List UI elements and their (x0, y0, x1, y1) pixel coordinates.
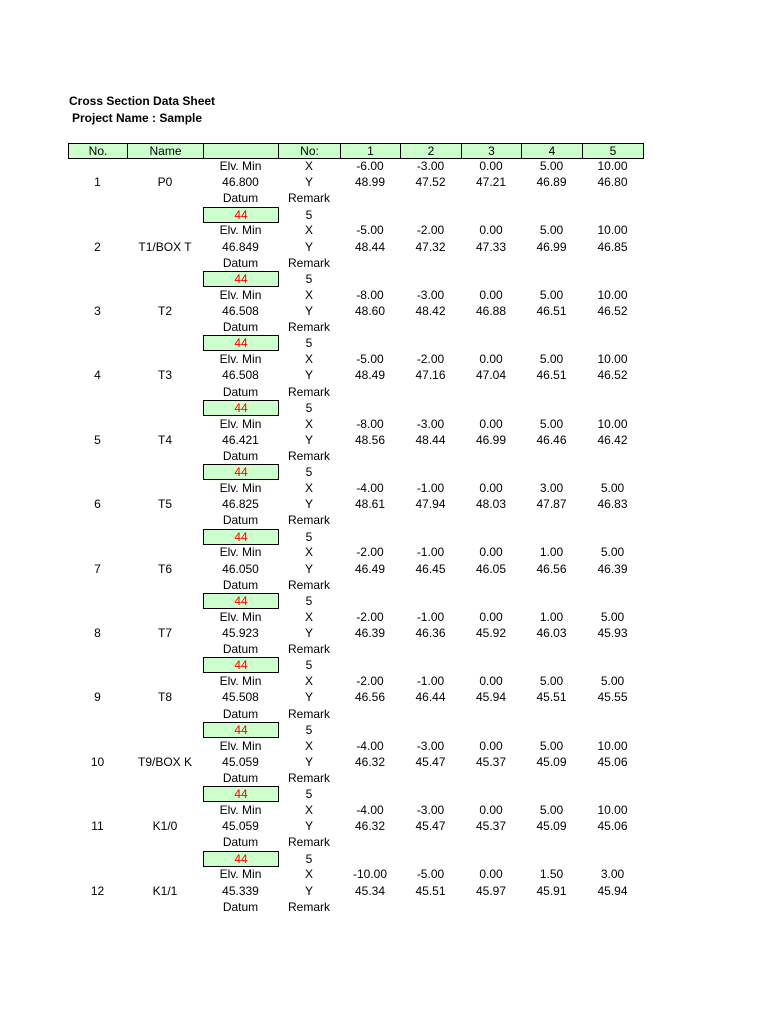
section-number: 3 (94, 304, 101, 318)
section-name: K1/1 (152, 883, 178, 898)
remark-label: Remark (287, 255, 330, 270)
datum-label: Datum (222, 255, 259, 270)
x-value: -1.00 (416, 609, 445, 624)
y-value: 48.44 (415, 432, 446, 447)
x-value: 0.00 (479, 803, 503, 817)
x-value: 3.00 (600, 867, 625, 882)
x-label: X (304, 867, 313, 882)
x-label: X (304, 223, 313, 238)
y-value: 45.06 (597, 819, 628, 834)
y-label: Y (304, 239, 313, 254)
y-label: Y (304, 626, 313, 640)
header-col-1: 1 (340, 143, 401, 159)
x-value: -4.00 (356, 481, 384, 495)
x-value: -3.00 (416, 738, 445, 753)
elv-min-label: Elv. Min (219, 287, 262, 302)
x-label: X (304, 674, 313, 689)
section-name: T1/BOX T (138, 239, 192, 254)
elv-min-value: 46.825 (222, 497, 259, 512)
datum-label: Datum (222, 191, 259, 206)
x-value: -2.00 (416, 223, 445, 238)
x-value: -6.00 (356, 159, 384, 173)
x-value: -3.00 (416, 159, 445, 173)
x-value: -2.00 (416, 352, 445, 367)
datum-value: 44 (203, 529, 279, 545)
y-value: 48.49 (354, 368, 386, 383)
x-value: 3.00 (539, 481, 564, 495)
section-name: T8 (157, 690, 172, 705)
x-value: 10.00 (597, 738, 628, 753)
y-value: 47.87 (536, 497, 567, 512)
elv-min-value: 45.059 (222, 819, 259, 834)
y-label: Y (304, 819, 313, 834)
section-name: T9/BOX K (137, 754, 193, 769)
y-value: 46.80 (597, 175, 628, 190)
x-label: X (304, 416, 313, 431)
y-value: 48.99 (354, 175, 386, 190)
y-value: 47.94 (415, 497, 446, 512)
y-value: 46.99 (536, 239, 567, 254)
section-name: T6 (157, 561, 172, 576)
x-value: -8.00 (356, 416, 384, 431)
y-value: 46.45 (415, 561, 446, 576)
x-label: X (304, 803, 313, 817)
header-col-4: 4 (521, 143, 583, 159)
x-value: 5.00 (539, 287, 564, 302)
datum-value: 44 (203, 335, 279, 351)
x-value: -1.00 (416, 674, 445, 689)
datum-label: Datum (222, 899, 259, 914)
remark-label: Remark (287, 642, 330, 657)
section-number: 5 (94, 432, 101, 447)
x-value: -8.00 (356, 287, 384, 302)
elv-min-label: Elv. Min (219, 223, 262, 238)
x-value: 1.00 (539, 545, 564, 560)
x-value: 5.00 (600, 674, 625, 689)
x-value: 10.00 (597, 416, 628, 431)
point-count: 5 (305, 272, 313, 286)
section-number: 12 (90, 883, 105, 898)
section-name: T5 (157, 497, 172, 512)
y-value: 45.91 (536, 883, 567, 898)
elv-min-value: 46.508 (222, 304, 259, 318)
section-number: 9 (94, 690, 101, 705)
elv-min-label: Elv. Min (219, 159, 262, 173)
section-name: K1/0 (152, 819, 178, 834)
x-label: X (304, 159, 313, 173)
section-name: T2 (157, 304, 172, 318)
datum-label: Datum (222, 706, 259, 721)
x-value: -4.00 (356, 803, 384, 817)
elv-min-value: 46.508 (222, 368, 259, 383)
x-value: 0.00 (479, 545, 503, 560)
y-value: 47.33 (475, 239, 507, 254)
elv-min-label: Elv. Min (219, 867, 262, 882)
datum-value: 44 (203, 207, 279, 223)
x-value: -3.00 (416, 803, 445, 817)
y-value: 45.92 (475, 626, 507, 640)
x-value: 0.00 (479, 223, 503, 238)
y-label: Y (304, 304, 313, 318)
x-value: 5.00 (539, 803, 564, 817)
datum-label: Datum (222, 449, 259, 463)
section-number: 7 (94, 561, 101, 576)
y-value: 48.61 (354, 497, 386, 512)
x-value: -1.00 (416, 481, 445, 495)
y-value: 45.06 (597, 754, 628, 769)
sheet-title: Cross Section Data Sheet (69, 94, 216, 108)
y-value: 46.39 (354, 626, 386, 640)
y-value: 45.47 (415, 819, 446, 834)
y-value: 46.44 (415, 690, 446, 705)
datum-value: 44 (203, 786, 279, 802)
datum-label: Datum (222, 835, 259, 850)
remark-label: Remark (287, 320, 330, 335)
y-label: Y (304, 754, 313, 769)
y-value: 46.32 (354, 819, 386, 834)
x-value: 0.00 (479, 609, 503, 624)
y-value: 45.51 (415, 883, 446, 898)
elv-min-label: Elv. Min (219, 545, 262, 560)
y-value: 46.39 (597, 561, 628, 576)
x-value: 1.50 (539, 867, 564, 882)
x-label: X (304, 609, 313, 624)
datum-label: Datum (222, 384, 259, 399)
datum-value: 44 (203, 722, 279, 738)
y-value: 46.03 (536, 626, 567, 640)
x-label: X (304, 738, 313, 753)
elv-min-value: 45.339 (222, 883, 259, 898)
elv-min-label: Elv. Min (219, 481, 262, 495)
section-name: P0 (157, 175, 173, 190)
y-value: 46.89 (536, 175, 567, 190)
y-value: 46.51 (536, 304, 567, 318)
y-value: 46.99 (475, 432, 507, 447)
y-value: 45.97 (475, 883, 507, 898)
y-value: 46.52 (597, 368, 628, 383)
y-label: Y (304, 368, 313, 383)
datum-value: 44 (203, 593, 279, 609)
point-count: 5 (305, 722, 313, 737)
x-value: 5.00 (600, 481, 625, 495)
section-number: 11 (91, 819, 104, 834)
x-value: 5.00 (600, 545, 625, 560)
y-label: Y (304, 690, 313, 705)
x-value: 10.00 (597, 159, 628, 173)
x-value: 0.00 (479, 481, 503, 495)
elv-min-label: Elv. Min (219, 803, 262, 817)
y-value: 45.93 (597, 626, 628, 640)
remark-label: Remark (287, 706, 330, 721)
y-value: 46.83 (597, 497, 628, 512)
y-value: 45.37 (475, 754, 507, 769)
y-value: 45.47 (415, 754, 446, 769)
elv-min-value: 46.050 (222, 561, 259, 576)
y-value: 48.44 (354, 239, 386, 254)
datum-label: Datum (222, 642, 259, 657)
project-name: Project Name : Sample (72, 111, 203, 125)
x-value: 5.00 (539, 352, 564, 367)
y-value: 48.03 (475, 497, 507, 512)
section-number: 6 (94, 497, 101, 512)
section-name: T4 (157, 432, 172, 447)
header-col-5: 5 (582, 143, 644, 159)
section-number: 10 (90, 754, 105, 769)
y-label: Y (304, 883, 313, 898)
x-label: X (304, 287, 313, 302)
y-value: 48.56 (354, 432, 386, 447)
y-value: 46.36 (415, 626, 446, 640)
x-value: -1.00 (416, 545, 445, 560)
datum-value: 44 (203, 657, 279, 673)
x-value: 0.00 (479, 159, 503, 173)
datum-value: 44 (203, 851, 279, 867)
remark-label: Remark (287, 384, 330, 399)
x-value: -2.00 (356, 545, 384, 560)
remark-label: Remark (287, 191, 330, 206)
section-number: 8 (94, 626, 101, 640)
y-label: Y (304, 432, 313, 447)
elv-min-label: Elv. Min (219, 416, 262, 431)
datum-label: Datum (222, 577, 259, 592)
x-value: 10.00 (597, 352, 628, 367)
section-number: 1 (94, 175, 101, 190)
y-label: Y (304, 175, 313, 190)
point-count: 5 (305, 529, 313, 544)
x-label: X (304, 545, 313, 560)
datum-label: Datum (222, 320, 259, 335)
y-value: 46.85 (597, 239, 628, 254)
x-label: X (304, 481, 313, 495)
remark-label: Remark (287, 577, 330, 592)
x-value: 10.00 (597, 803, 628, 817)
x-value: 0.00 (479, 867, 503, 882)
x-value: 5.00 (539, 159, 564, 173)
y-value: 45.51 (536, 690, 567, 705)
x-value: -10.00 (352, 867, 388, 882)
y-value: 45.09 (536, 754, 567, 769)
datum-label: Datum (222, 771, 259, 785)
datum-value: 44 (203, 400, 279, 416)
elv-min-label: Elv. Min (219, 609, 262, 624)
section-name: T3 (157, 368, 172, 383)
section-number: 4 (94, 368, 101, 383)
y-label: Y (304, 497, 313, 512)
section-name: T7 (157, 626, 172, 640)
elv-min-value: 45.059 (222, 754, 259, 769)
y-value: 46.52 (597, 304, 628, 318)
y-value: 46.56 (536, 561, 567, 576)
elv-min-value: 46.849 (222, 239, 259, 254)
y-value: 46.51 (536, 368, 567, 383)
datum-value: 44 (203, 271, 279, 287)
elv-min-label: Elv. Min (219, 352, 262, 367)
elv-min-value: 46.800 (222, 175, 259, 190)
x-value: 10.00 (597, 223, 628, 238)
remark-label: Remark (287, 513, 330, 528)
x-value: 5.00 (539, 223, 564, 238)
point-count: 5 (305, 594, 313, 608)
elv-min-value: 45.923 (222, 626, 259, 640)
x-value: -3.00 (416, 416, 445, 431)
x-value: 5.00 (539, 416, 564, 431)
point-count: 5 (305, 658, 313, 673)
elv-min-label: Elv. Min (219, 674, 262, 689)
x-value: 0.00 (479, 287, 503, 302)
x-label: X (304, 352, 313, 367)
elv-min-value: 46.421 (222, 432, 259, 447)
y-value: 46.42 (597, 432, 628, 447)
header-no: No. (68, 143, 128, 159)
y-value: 46.49 (354, 561, 386, 576)
point-count: 5 (305, 400, 313, 415)
remark-label: Remark (287, 771, 330, 785)
x-value: 0.00 (479, 352, 503, 367)
x-value: 5.00 (600, 609, 625, 624)
x-value: -5.00 (416, 867, 445, 882)
x-value: -2.00 (356, 674, 384, 689)
y-value: 48.60 (354, 304, 386, 318)
y-value: 47.32 (415, 239, 446, 254)
point-count: 5 (305, 336, 313, 351)
x-value: 10.00 (597, 287, 628, 302)
y-value: 46.88 (475, 304, 507, 318)
header-name: Name (127, 143, 204, 159)
y-value: 45.37 (475, 819, 507, 834)
y-value: 45.55 (597, 690, 628, 705)
x-value: -4.00 (356, 738, 384, 753)
point-count: 5 (305, 851, 313, 866)
y-value: 46.46 (536, 432, 567, 447)
elv-min-label: Elv. Min (219, 738, 262, 753)
section-number: 2 (94, 239, 101, 254)
y-value: 46.56 (354, 690, 386, 705)
header-blank (203, 143, 279, 159)
y-value: 47.21 (475, 175, 507, 190)
y-value: 47.52 (415, 175, 446, 190)
datum-value: 44 (203, 464, 279, 480)
x-value: -5.00 (356, 223, 384, 238)
point-count: 5 (305, 465, 313, 480)
x-value: 1.00 (539, 609, 564, 624)
y-label: Y (304, 561, 313, 576)
remark-label: Remark (287, 899, 330, 914)
x-value: -2.00 (356, 609, 384, 624)
elv-min-value: 45.508 (222, 690, 259, 705)
x-value: 5.00 (539, 738, 564, 753)
y-value: 48.42 (415, 304, 446, 318)
header-col-2: 2 (400, 143, 462, 159)
point-count: 5 (305, 207, 313, 222)
y-value: 46.32 (354, 754, 386, 769)
x-value: -3.00 (416, 287, 445, 302)
y-value: 47.16 (415, 368, 446, 383)
x-value: -5.00 (356, 352, 384, 367)
point-count: 5 (305, 787, 313, 802)
y-value: 47.04 (475, 368, 507, 383)
remark-label: Remark (287, 449, 330, 463)
y-value: 46.05 (475, 561, 507, 576)
x-value: 5.00 (539, 674, 564, 689)
x-value: 0.00 (479, 674, 503, 689)
y-value: 45.94 (597, 883, 628, 898)
x-value: 0.00 (479, 416, 503, 431)
header-points: No: (278, 143, 341, 159)
datum-label: Datum (222, 513, 259, 528)
y-value: 45.34 (354, 883, 386, 898)
y-value: 45.09 (536, 819, 567, 834)
x-value: 0.00 (479, 738, 503, 753)
header-col-3: 3 (461, 143, 522, 159)
y-value: 45.94 (475, 690, 507, 705)
remark-label: Remark (287, 835, 330, 850)
